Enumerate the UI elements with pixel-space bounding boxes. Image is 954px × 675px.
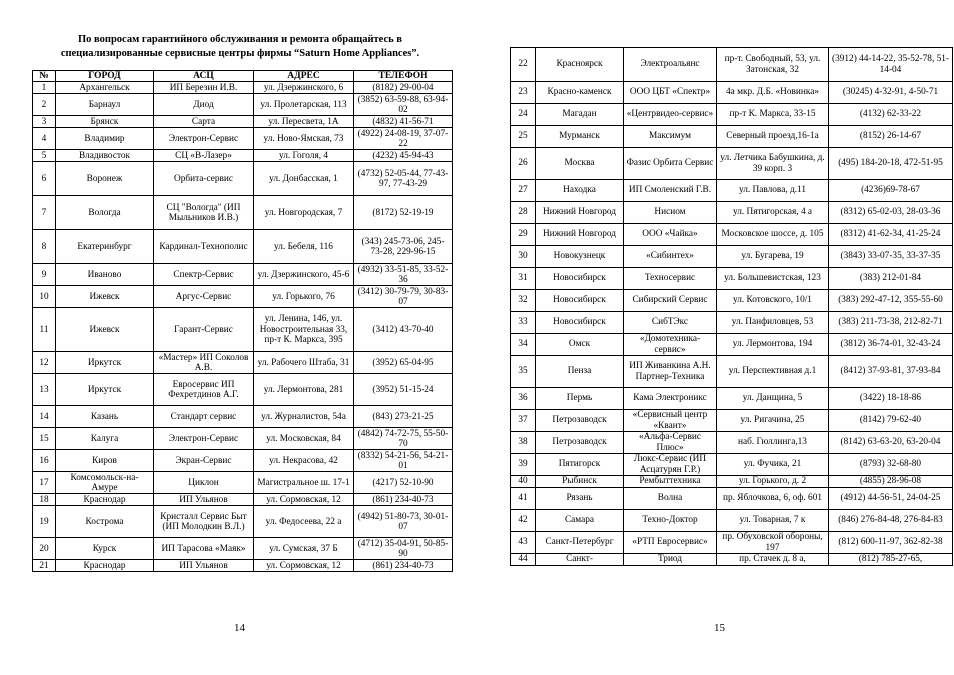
cell-number: 17 [33,472,56,494]
service-centers-table-left [32,70,453,572]
cell-asc: Электроальянс [624,48,717,82]
table-row [33,230,453,264]
cell-asc: ИП Смоленский Г.В. [624,180,717,202]
right-page [477,0,954,675]
cell-number: 27 [511,180,536,202]
cell-phone: (861) 234-40-73 [354,494,453,506]
table-header-row [33,71,453,82]
cell-number: 37 [511,410,536,432]
cell-asc: Кардинал-Технополис [154,230,254,264]
cell-address: ул. Большевистская, 123 [717,268,829,290]
cell-address: ул. Павлова, д.11 [717,180,829,202]
cell-number: 9 [33,264,56,286]
cell-phone: (4912) 44-56-51, 24-04-25 [829,488,953,510]
cell-number: 26 [511,148,536,180]
cell-number: 3 [33,116,56,128]
cell-city: Екатеринбург [56,230,154,264]
cell-phone: (8312) 65-02-03, 28-03-36 [829,202,953,224]
cell-phone: (4232) 45-94-43 [354,150,453,162]
cell-asc: Диод [154,94,254,116]
table-row [511,410,953,432]
table-row [511,454,953,476]
cell-asc: ИП Тарасова «Маяк» [154,538,254,560]
cell-number: 6 [33,162,56,196]
cell-address: ул. Рабочего Штаба, 31 [254,352,354,374]
table-row [511,48,953,82]
table-row [33,538,453,560]
cell-city: Новосибирск [536,290,624,312]
cell-phone: (4942) 51-80-73, 30-01-07 [354,506,453,538]
cell-city: Воронеж [56,162,154,196]
heading-line-1: По вопросам гарантийного обслуживания и ремонта обращайтесь в [78,34,402,45]
cell-number: 14 [33,406,56,428]
cell-address: ул. Донбасская, 1 [254,162,354,196]
table-row [33,116,453,128]
table-row [33,196,453,230]
cell-phone: (3852) 63-59-88, 63-94-02 [354,94,453,116]
col-header-phone: ТЕЛЕФОН [354,71,453,82]
cell-city: Ижевск [56,286,154,308]
cell-phone: (4855) 28-96-08 [829,476,953,488]
cell-address: ул. Сормовская, 12 [254,560,354,572]
cell-phone: (8172) 52-19-19 [354,196,453,230]
cell-phone: (4922) 24-08-19, 37-07-22 [354,128,453,150]
cell-phone: (3412) 30-79-79, 30-83-07 [354,286,453,308]
table-row [33,450,453,472]
cell-address: ул. Фучика, 21 [717,454,829,476]
cell-city: Пермь [536,388,624,410]
cell-city: Краснодар [56,560,154,572]
cell-address: ул. Новгородская, 7 [254,196,354,230]
cell-city: Красноярск [536,48,624,82]
cell-number: 24 [511,104,536,126]
cell-phone: (812) 785-27-65, [829,554,953,566]
cell-address: пр. Яблочкова, 6, оф. 601 [717,488,829,510]
col-header-number: № [33,71,56,82]
table-row [33,264,453,286]
cell-asc: «Альфа-Сервис Плюс» [624,432,717,454]
table-row [511,488,953,510]
cell-number: 25 [511,126,536,148]
table-row [511,104,953,126]
cell-asc: Спектр-Сервис [154,264,254,286]
cell-city: Новокузнецк [536,246,624,268]
cell-phone: (4732) 52-05-44, 77-43-97, 77-43-29 [354,162,453,196]
cell-phone: (8182) 29-00-04 [354,82,453,94]
cell-address: ул. Некрасова, 42 [254,450,354,472]
table-row [511,202,953,224]
cell-city: Петрозаводск [536,410,624,432]
cell-asc: «РТП Евросервис» [624,532,717,554]
cell-address: ул. Сумская, 37 Б [254,538,354,560]
table-row [511,476,953,488]
cell-city: Иркутск [56,352,154,374]
table-row [511,510,953,532]
cell-asc: ИП Березин И.В. [154,82,254,94]
table-row [511,268,953,290]
table-body-left [33,82,453,572]
cell-asc: СибТЭкс [624,312,717,334]
cell-asc: Волна [624,488,717,510]
cell-asc: Кама Электроникс [624,388,717,410]
cell-asc: Люкс-Сервис (ИП Асцатурян Г.Р.) [624,454,717,476]
table-row [33,162,453,196]
cell-asc: ИП Ульянов [154,560,254,572]
cell-city: Киров [56,450,154,472]
cell-phone: (383) 292-47-12, 355-55-60 [829,290,953,312]
cell-address: Магистральное ш. 17-1 [254,472,354,494]
cell-number: 13 [33,374,56,406]
cell-city: Казань [56,406,154,428]
cell-phone: (8412) 37-93-81, 37-93-84 [829,356,953,388]
cell-address: ул. Пересвета, 1А [254,116,354,128]
cell-number: 1 [33,82,56,94]
table-row [511,224,953,246]
table-row [511,246,953,268]
cell-city: Санкт-Петербург [536,532,624,554]
cell-number: 34 [511,334,536,356]
cell-phone: (30245) 4-32-91, 4-50-71 [829,82,953,104]
cell-address: ул. Пятигорская, 4 а [717,202,829,224]
cell-address: ул. Дзержинского, 45-6 [254,264,354,286]
cell-city: Омск [536,334,624,356]
cell-city: Калуга [56,428,154,450]
cell-asc: «Сервисный центр «Квант» [624,410,717,432]
cell-asc: Стандарт сервис [154,406,254,428]
cell-phone: (383) 211-73-38, 212-82-71 [829,312,953,334]
cell-asc: Аргус-Сервис [154,286,254,308]
cell-phone: (4712) 35-04-91, 50-85-90 [354,538,453,560]
cell-number: 44 [511,554,536,566]
cell-number: 16 [33,450,56,472]
cell-address: ул. Ново-Ямская, 73 [254,128,354,150]
cell-address: ул. Летчика Бабушкина, д. 39 корп. 3 [717,148,829,180]
cell-address: ул. Бебеля, 116 [254,230,354,264]
cell-phone: (3412) 43-70-40 [354,308,453,352]
cell-address: наб. Гюллинга,13 [717,432,829,454]
cell-address: ул. Котовского, 10/1 [717,290,829,312]
cell-address: ул. Лермонтова, 194 [717,334,829,356]
cell-address: ул. Лермонтова, 281 [254,374,354,406]
cell-number: 30 [511,246,536,268]
cell-city: Магадан [536,104,624,126]
cell-asc: Максимум [624,126,717,148]
cell-city: Самара [536,510,624,532]
cell-phone: (3952) 65-04-95 [354,352,453,374]
table-row [33,128,453,150]
cell-phone: (3422) 18-18-86 [829,388,953,410]
cell-phone: (843) 273-21-25 [354,406,453,428]
service-centers-table-right [510,47,953,566]
cell-address: ул. Бугарева, 19 [717,246,829,268]
cell-asc: «Мастер» ИП Соколов А.В. [154,352,254,374]
cell-number: 33 [511,312,536,334]
cell-address: 4а мкр. Д.Б. «Новинка» [717,82,829,104]
cell-number: 38 [511,432,536,454]
cell-city: Иваново [56,264,154,286]
table-row [33,472,453,494]
table-row [33,94,453,116]
cell-address: ул. Панфиловцев, 53 [717,312,829,334]
cell-asc: Орбита-сервис [154,162,254,196]
cell-city: Санкт- [536,554,624,566]
table-row [511,432,953,454]
cell-phone: (3812) 36-74-01, 32-43-24 [829,334,953,356]
cell-asc: Циклон [154,472,254,494]
cell-asc: «Центрвидео-сервис» [624,104,717,126]
cell-number: 23 [511,82,536,104]
cell-address: пр. Обуховской обороны, 197 [717,532,829,554]
table-row [33,286,453,308]
table-row [511,148,953,180]
cell-asc: «Сибинтех» [624,246,717,268]
cell-city: Вологда [56,196,154,230]
cell-asc: Электрон-Сервис [154,128,254,150]
cell-asc: ООО ЦБТ «Спектр» [624,82,717,104]
cell-address: ул. Ригачина, 25 [717,410,829,432]
cell-phone: (812) 600-11-97, 362-82-38 [829,532,953,554]
cell-phone: (4217) 52-10-90 [354,472,453,494]
cell-asc: Экран-Сервис [154,450,254,472]
cell-phone: (4932) 33-51-85, 33-52-36 [354,264,453,286]
cell-number: 39 [511,454,536,476]
cell-address: ул. Журналистов, 54а [254,406,354,428]
cell-number: 7 [33,196,56,230]
table-row [511,388,953,410]
cell-address: ул. Гоголя, 4 [254,150,354,162]
cell-city: Брянск [56,116,154,128]
table-row [511,334,953,356]
cell-number: 40 [511,476,536,488]
cell-address: ул. Ленина, 146, ул. Новостроительная 33, пр-т К. Маркса, 395 [254,308,354,352]
cell-asc: ИП Живанкина А.Н. Партнер-Техника [624,356,717,388]
table-row [33,428,453,450]
cell-phone: (8312) 41-62-34, 41-25-24 [829,224,953,246]
heading-line-2: специализированные сервисные центры фирмы “Saturn Home Appliances”. [60,47,420,59]
cell-number: 42 [511,510,536,532]
cell-city: Находка [536,180,624,202]
cell-address: ул. Сормовская, 12 [254,494,354,506]
cell-city: Барнаул [56,94,154,116]
table-row [33,308,453,352]
cell-number: 18 [33,494,56,506]
cell-address: пр-т. Свободный, 53, ул. Затонская, 32 [717,48,829,82]
table-row [511,82,953,104]
cell-address: Московское шоссе, д. 105 [717,224,829,246]
page-number: 15 [714,622,725,634]
cell-asc: Кристалл Сервис Быт (ИП Молодкин В.Л.) [154,506,254,538]
cell-city: Ижевск [56,308,154,352]
table-body-right [511,48,953,566]
cell-asc: СЦ "Вологда" (ИП Мыльников И.В.) [154,196,254,230]
table-row [511,290,953,312]
col-header-address: АДРЕС [254,71,354,82]
cell-city: Рыбинск [536,476,624,488]
cell-number: 29 [511,224,536,246]
cell-phone: (846) 276-84-48, 276-84-83 [829,510,953,532]
page-heading [20,33,460,60]
cell-number: 2 [33,94,56,116]
cell-city: Новосибирск [536,268,624,290]
cell-city: Москва [536,148,624,180]
cell-phone: (8332) 54-21-56, 54-21-01 [354,450,453,472]
cell-phone: (8793) 32-68-80 [829,454,953,476]
cell-number: 5 [33,150,56,162]
table-row [511,312,953,334]
cell-asc: Сибирский Сервис [624,290,717,312]
cell-number: 43 [511,532,536,554]
cell-city: Иркутск [56,374,154,406]
cell-phone: (3843) 33-07-35, 33-37-35 [829,246,953,268]
page-number: 14 [234,622,245,634]
cell-city: Мурманск [536,126,624,148]
cell-address: Северный проезд,16-1а [717,126,829,148]
cell-asc: Фазис Орбита Сервис [624,148,717,180]
cell-phone: (861) 234-40-73 [354,560,453,572]
cell-city: Новосибирск [536,312,624,334]
cell-phone: (4832) 41-56-71 [354,116,453,128]
cell-city: Пенза [536,356,624,388]
cell-city: Петрозаводск [536,432,624,454]
cell-number: 12 [33,352,56,374]
cell-asc: ООО «Чайка» [624,224,717,246]
cell-city: Рязань [536,488,624,510]
cell-asc: Сарта [154,116,254,128]
cell-asc: Техносервис [624,268,717,290]
cell-asc: Гарант-Сервис [154,308,254,352]
cell-number: 31 [511,268,536,290]
cell-number: 36 [511,388,536,410]
cell-city: Владивосток [56,150,154,162]
cell-number: 8 [33,230,56,264]
cell-number: 21 [33,560,56,572]
col-header-asc: АСЦ [154,71,254,82]
cell-asc: Нисиом [624,202,717,224]
cell-address: ул. Федосеева, 22 а [254,506,354,538]
cell-asc: Евросервис ИП Фехретдинов А.Г. [154,374,254,406]
cell-city: Нижний Новгород [536,202,624,224]
cell-number: 32 [511,290,536,312]
cell-city: Краснодар [56,494,154,506]
cell-number: 35 [511,356,536,388]
cell-phone: (3912) 44-14-22, 35-52-78, 51-14-04 [829,48,953,82]
cell-city: Курск [56,538,154,560]
cell-phone: (383) 212-01-84 [829,268,953,290]
cell-asc: ИП Ульянов [154,494,254,506]
cell-phone: (343) 245-73-06, 245-73-28, 229-96-15 [354,230,453,264]
cell-phone: (8142) 79-62-40 [829,410,953,432]
cell-number: 10 [33,286,56,308]
table-row [511,532,953,554]
cell-city: Красно-каменск [536,82,624,104]
table-row [33,352,453,374]
table-row [33,374,453,406]
cell-address: пр-т К. Маркса, 33-15 [717,104,829,126]
cell-number: 4 [33,128,56,150]
table-row [33,82,453,94]
cell-number: 41 [511,488,536,510]
table-row [33,406,453,428]
cell-address: ул. Дзержинского, 6 [254,82,354,94]
cell-address: ул. Товарная, 7 к [717,510,829,532]
cell-number: 20 [33,538,56,560]
table-row [33,494,453,506]
table-row [33,506,453,538]
table-row [33,150,453,162]
cell-address: ул. Пролетарская, 113 [254,94,354,116]
cell-city: Кострома [56,506,154,538]
cell-asc: Рембыттехника [624,476,717,488]
cell-asc: СЦ «В-Лазер» [154,150,254,162]
cell-address: ул. Перспективная д.1 [717,356,829,388]
cell-asc: Техно-Доктор [624,510,717,532]
table-row [511,126,953,148]
cell-city: Комсомольск-на-Амуре [56,472,154,494]
cell-phone: (495) 184-20-18, 472-51-95 [829,148,953,180]
cell-phone: (3952) 51-15-24 [354,374,453,406]
cell-address: ул. Горького, д. 2 [717,476,829,488]
cell-address: ул. Московская, 84 [254,428,354,450]
cell-phone: (8152) 26-14-67 [829,126,953,148]
cell-city: Нижний Новгород [536,224,624,246]
cell-asc: «Домотехника-сервис» [624,334,717,356]
cell-number: 19 [33,506,56,538]
cell-asc: Электрон-Сервис [154,428,254,450]
col-header-city: ГОРОД [56,71,154,82]
cell-number: 22 [511,48,536,82]
table-row [511,356,953,388]
cell-city: Пятигорск [536,454,624,476]
cell-phone: (8142) 63-63-20, 63-20-04 [829,432,953,454]
cell-number: 28 [511,202,536,224]
cell-number: 11 [33,308,56,352]
cell-phone: (4236)69-78-67 [829,180,953,202]
table-row [33,560,453,572]
cell-address: ул. Данщина, 5 [717,388,829,410]
cell-phone: (4842) 74-72-75, 55-50-70 [354,428,453,450]
table-row [511,180,953,202]
cell-city: Владимир [56,128,154,150]
cell-city: Архангельск [56,82,154,94]
cell-address: ул. Горького, 76 [254,286,354,308]
cell-phone: (4132) 62-33-22 [829,104,953,126]
cell-number: 15 [33,428,56,450]
cell-asc: Триод [624,554,717,566]
cell-address: пр. Стачек д. 8 а, [717,554,829,566]
table-row [511,554,953,566]
